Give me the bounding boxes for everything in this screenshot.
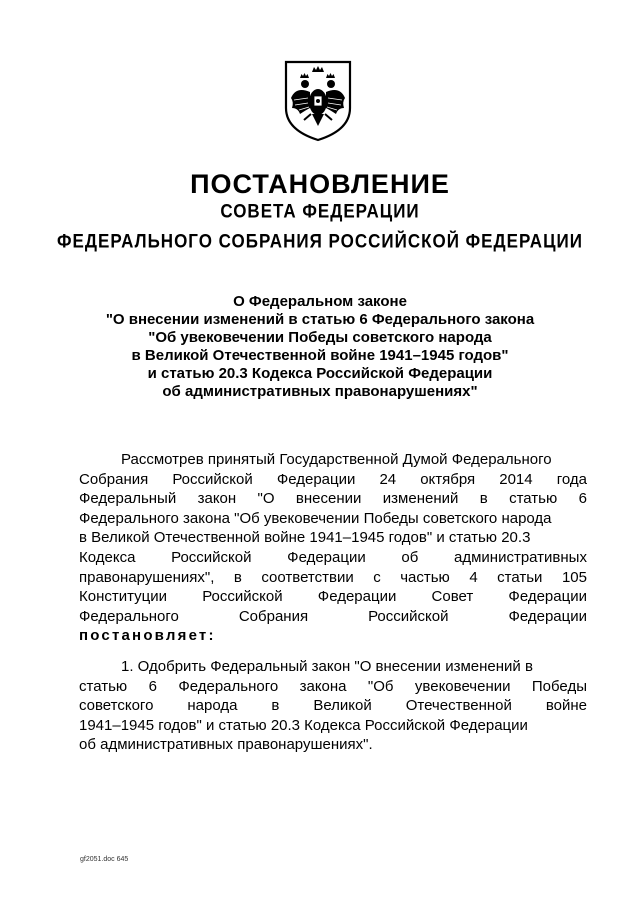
word: Великой <box>313 697 372 715</box>
word: статью <box>79 677 128 695</box>
word: изменений <box>382 490 459 508</box>
word: Победы <box>531 677 587 695</box>
text-line <box>79 587 587 607</box>
word: административных <box>454 548 587 566</box>
document-subtitle-assembly: ФЕДЕРАЛЬНОГО СОБРАНИЯ РОССИЙСКОЙ ФЕДЕРАЦИИ <box>57 230 583 253</box>
law-title <box>80 293 560 401</box>
word: правонарушениях", <box>79 568 215 586</box>
word: "Об <box>367 677 394 695</box>
word: статью <box>509 490 558 508</box>
resolution-verb: постановляет: <box>79 627 216 645</box>
word: с <box>373 568 381 586</box>
word: об <box>401 548 419 566</box>
text-line <box>79 548 587 568</box>
law-title-line: и статью 20.3 Кодекса Российской Федерации <box>147 365 493 382</box>
paragraph-preamble <box>79 450 587 646</box>
law-title-line: в Великой Отечественной войне 1941–1945 годов" <box>131 347 509 364</box>
coat-of-arms-emblem <box>278 58 358 142</box>
word: Кодекса <box>79 548 136 566</box>
paragraph-resolution-item-1 <box>79 657 587 755</box>
word: Российской <box>171 548 252 566</box>
word: 6 <box>148 677 157 695</box>
word: Российской <box>368 607 449 625</box>
text-line: об административных правонарушениях". <box>79 736 373 754</box>
text-line: 1941–1945 годов" и статью 20.3 Кодекса Российской Федерации <box>79 716 528 734</box>
word: в <box>233 568 242 586</box>
word: в <box>271 697 280 715</box>
word: Собрания <box>79 470 149 488</box>
word: частью <box>400 568 450 586</box>
text-line: Рассмотрев принятый Государственной Думой Федерального <box>121 451 552 468</box>
word: Российской <box>172 470 253 488</box>
word: Отечественной <box>405 697 512 715</box>
text-line <box>79 568 587 588</box>
word: 105 <box>561 568 587 586</box>
law-title-line: О Федеральном законе <box>233 293 407 310</box>
word: Федерации <box>287 548 366 566</box>
word: статьи <box>497 568 543 586</box>
word: Федеральный <box>79 490 177 508</box>
word: 6 <box>578 490 587 508</box>
word: Федерации <box>508 607 587 625</box>
text-line <box>79 489 587 509</box>
word: года <box>556 470 587 488</box>
text-line: 1. Одобрить Федеральный закон "О внесении изменений в <box>121 658 533 675</box>
word: Федерального <box>178 677 279 695</box>
law-title-line: "Об увековечении Победы советского народа <box>148 329 492 346</box>
text-line <box>79 607 587 627</box>
text-line <box>79 696 587 716</box>
word: "О <box>257 490 275 508</box>
word: советского <box>79 697 154 715</box>
word: Российской <box>202 588 283 606</box>
word: Федерации <box>276 470 356 488</box>
word: 2014 <box>499 470 533 488</box>
word: Федерации <box>508 588 587 606</box>
word: в <box>479 490 488 508</box>
word: октября <box>420 470 476 488</box>
word: 4 <box>469 568 478 586</box>
word: закон <box>197 490 237 508</box>
text-line <box>79 677 587 697</box>
footer-document-code: gf2051.doc 645 <box>80 856 129 863</box>
text-line <box>79 470 587 490</box>
document-subtitle-council: СОВЕТА ФЕДЕРАЦИИ <box>220 200 420 223</box>
law-title-line: об административных правонарушениях" <box>162 383 478 400</box>
text-line: в Великой Отечественной войне 1941–1945 годов" и статью 20.3 <box>79 529 531 547</box>
document-title: ПОСТАНОВЛЕНИЕ <box>190 169 450 199</box>
word: увековечении <box>414 677 511 695</box>
word: Федерального <box>79 607 179 625</box>
word: 24 <box>379 470 397 488</box>
word: войне <box>545 697 587 715</box>
word: Федерации <box>317 588 397 606</box>
word: народа <box>187 697 238 715</box>
word: Конституции <box>79 588 168 606</box>
word: Собрания <box>238 607 309 625</box>
word: закона <box>299 677 347 695</box>
word: Совет <box>431 588 474 606</box>
text-line: Федерального закона "Об увековечении Победы советского народа <box>79 509 552 527</box>
word: внесении <box>295 490 362 508</box>
law-title-line: "О внесении изменений в статью 6 Федерального закона <box>105 311 535 328</box>
word: соответствии <box>261 568 354 586</box>
